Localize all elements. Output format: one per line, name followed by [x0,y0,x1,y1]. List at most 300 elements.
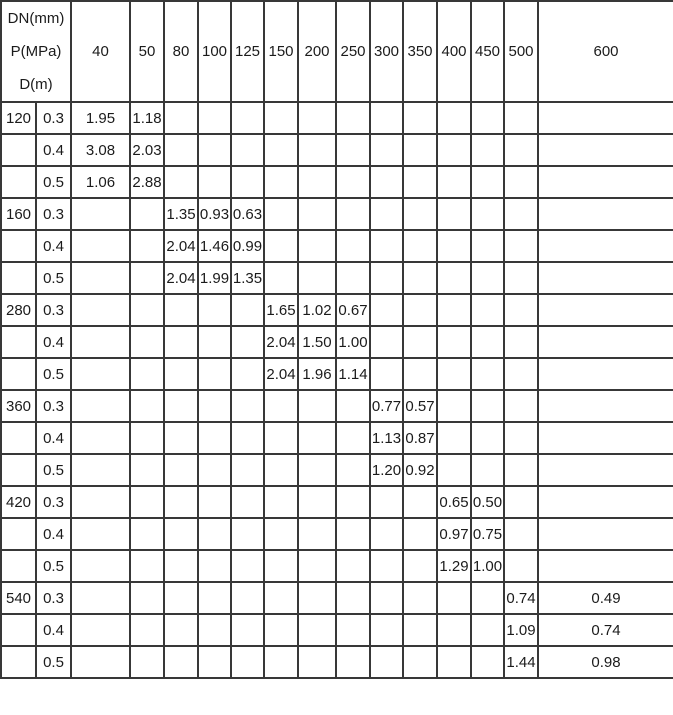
value-cell: 0.67 [336,294,370,326]
value-cell: 0.93 [198,198,231,230]
value-cell [264,550,298,582]
value-cell [370,550,403,582]
value-cell [504,422,538,454]
value-cell [71,646,130,678]
value-cell: 1.18 [130,102,164,134]
value-cell [71,326,130,358]
value-cell: 1.99 [198,262,231,294]
value-cell [437,262,471,294]
column-header-50: 50 [130,1,164,102]
value-cell: 1.00 [471,550,504,582]
value-cell [164,422,198,454]
value-cell [403,550,437,582]
value-cell [504,134,538,166]
value-cell [403,262,437,294]
corner-header-cell [1,1,71,102]
value-cell [403,358,437,390]
value-cell [164,518,198,550]
value-cell: 1.13 [370,422,403,454]
value-cell [130,422,164,454]
dn-label-cell: 360 [1,390,36,422]
value-cell: 1.44 [504,646,538,678]
dn-label-cell [1,358,36,390]
value-cell [71,582,130,614]
column-header-150: 150 [264,1,298,102]
value-cell [298,262,336,294]
value-cell [437,134,471,166]
value-cell [264,614,298,646]
value-cell [504,550,538,582]
value-cell [164,294,198,326]
value-cell [336,422,370,454]
value-cell [71,518,130,550]
value-cell: 1.65 [264,294,298,326]
dn-label-cell [1,518,36,550]
pressure-cell: 0.3 [36,582,71,614]
value-cell [130,294,164,326]
value-cell [231,134,264,166]
value-cell [264,198,298,230]
value-cell [130,390,164,422]
value-cell [198,614,231,646]
value-cell [231,646,264,678]
value-cell [538,358,673,390]
value-cell [471,454,504,486]
table-row [1,134,673,166]
value-cell [164,454,198,486]
dn-label-cell: 540 [1,582,36,614]
value-cell [298,518,336,550]
pressure-cell: 0.4 [36,422,71,454]
value-cell [164,134,198,166]
table-row [1,422,673,454]
table-row [1,454,673,486]
value-cell [336,582,370,614]
value-cell [264,166,298,198]
dn-label-cell [1,166,36,198]
value-cell [130,486,164,518]
value-cell: 2.04 [164,230,198,262]
value-cell: 0.99 [231,230,264,262]
value-cell [370,134,403,166]
value-cell [403,518,437,550]
value-cell [298,166,336,198]
value-cell [538,326,673,358]
value-cell: 1.95 [71,102,130,134]
value-cell: 0.63 [231,198,264,230]
table-row [1,166,673,198]
value-cell [471,134,504,166]
dn-label-cell [1,262,36,294]
value-cell: 0.74 [538,614,673,646]
column-header-450: 450 [471,1,504,102]
value-cell [370,582,403,614]
value-cell [231,294,264,326]
table-row [1,486,673,518]
pressure-cell: 0.3 [36,486,71,518]
column-header-350: 350 [403,1,437,102]
value-cell [198,550,231,582]
corner-label-d: D(m) [19,76,53,93]
dn-label-cell: 160 [1,198,36,230]
value-cell [504,230,538,262]
value-cell [538,198,673,230]
table-row [1,294,673,326]
value-cell [198,166,231,198]
value-cell [231,582,264,614]
value-cell [298,486,336,518]
value-cell [231,422,264,454]
value-cell: 0.65 [437,486,471,518]
value-cell [298,614,336,646]
dn-label-cell: 120 [1,102,36,134]
value-cell [130,518,164,550]
value-cell [231,358,264,390]
value-cell [471,358,504,390]
dn-label-cell [1,134,36,166]
dn-label-cell [1,326,36,358]
value-cell [504,454,538,486]
value-cell [264,230,298,262]
pressure-cell: 0.5 [36,358,71,390]
column-header-40: 40 [71,1,130,102]
value-cell [504,294,538,326]
dn-label-cell: 420 [1,486,36,518]
table-row [1,326,673,358]
value-cell [370,262,403,294]
value-cell [164,166,198,198]
value-cell [71,422,130,454]
value-cell [504,358,538,390]
value-cell [198,518,231,550]
value-cell: 2.04 [264,358,298,390]
value-cell [198,134,231,166]
value-cell [231,102,264,134]
value-cell [471,646,504,678]
value-cell [471,198,504,230]
value-cell [198,102,231,134]
column-header-300: 300 [370,1,403,102]
value-cell [370,102,403,134]
value-cell [130,614,164,646]
pressure-cell: 0.4 [36,326,71,358]
value-cell [336,614,370,646]
value-cell [471,102,504,134]
value-cell [264,102,298,134]
value-cell [130,582,164,614]
value-cell [198,294,231,326]
value-cell [231,614,264,646]
value-cell [403,326,437,358]
value-cell [298,230,336,262]
value-cell [298,454,336,486]
table-row [1,646,673,678]
pressure-cell: 0.5 [36,454,71,486]
value-cell [504,166,538,198]
pressure-cell: 0.5 [36,550,71,582]
value-cell: 1.46 [198,230,231,262]
value-cell: 3.08 [71,134,130,166]
column-header-500: 500 [504,1,538,102]
value-cell [403,102,437,134]
value-cell [71,262,130,294]
value-cell [370,486,403,518]
value-cell: 1.29 [437,550,471,582]
value-cell [130,646,164,678]
value-cell [71,294,130,326]
value-cell: 1.50 [298,326,336,358]
value-cell [370,358,403,390]
value-cell: 0.74 [504,582,538,614]
column-header-200: 200 [298,1,336,102]
value-cell [298,390,336,422]
value-cell [538,102,673,134]
value-cell [198,454,231,486]
pressure-cell: 0.3 [36,294,71,326]
value-cell [264,646,298,678]
value-cell: 1.96 [298,358,336,390]
value-cell [370,646,403,678]
value-cell: 1.35 [231,262,264,294]
value-cell [437,422,471,454]
value-cell [403,198,437,230]
pressure-cell: 0.4 [36,518,71,550]
value-cell [264,582,298,614]
value-cell [198,358,231,390]
value-cell: 0.98 [538,646,673,678]
value-cell [504,326,538,358]
value-cell [471,390,504,422]
value-cell [437,582,471,614]
value-cell [538,390,673,422]
value-cell [231,166,264,198]
column-header-125: 125 [231,1,264,102]
value-cell [538,294,673,326]
value-cell [198,582,231,614]
value-cell: 0.87 [403,422,437,454]
value-cell [231,550,264,582]
corner-label-dn: DN(mm) [7,10,65,27]
value-cell [471,582,504,614]
value-cell [336,134,370,166]
dn-label-cell [1,614,36,646]
value-cell [264,518,298,550]
pressure-cell: 0.4 [36,230,71,262]
value-cell [471,262,504,294]
value-cell [403,646,437,678]
value-cell [370,518,403,550]
value-cell [471,614,504,646]
value-cell: 0.92 [403,454,437,486]
value-cell [504,486,538,518]
value-cell [71,614,130,646]
table-row [1,358,673,390]
value-cell: 0.49 [538,582,673,614]
value-cell: 1.35 [164,198,198,230]
value-cell [71,550,130,582]
value-cell [403,614,437,646]
value-cell [471,230,504,262]
value-cell [231,518,264,550]
value-cell [198,646,231,678]
value-cell [298,422,336,454]
value-cell [437,166,471,198]
value-cell [198,422,231,454]
value-cell: 2.03 [130,134,164,166]
value-cell [336,166,370,198]
value-cell [71,230,130,262]
value-cell [403,134,437,166]
column-header-600: 600 [538,1,673,102]
value-cell [336,486,370,518]
value-cell [403,230,437,262]
value-cell: 1.06 [71,166,130,198]
value-cell [538,422,673,454]
value-cell [437,454,471,486]
value-cell [471,166,504,198]
column-header-80: 80 [164,1,198,102]
value-cell [71,358,130,390]
value-cell: 1.14 [336,358,370,390]
value-cell [130,198,164,230]
value-cell [71,390,130,422]
value-cell [471,326,504,358]
value-cell [130,230,164,262]
value-cell [504,198,538,230]
value-cell [298,102,336,134]
column-header-400: 400 [437,1,471,102]
table-row [1,550,673,582]
value-cell: 1.20 [370,454,403,486]
value-cell [130,326,164,358]
value-cell [198,486,231,518]
value-cell [231,454,264,486]
value-cell [298,198,336,230]
value-cell [504,262,538,294]
value-cell [264,262,298,294]
value-cell [231,390,264,422]
value-cell: 1.09 [504,614,538,646]
value-cell [538,454,673,486]
value-cell [538,230,673,262]
value-cell: 1.02 [298,294,336,326]
value-cell [437,390,471,422]
value-cell [538,550,673,582]
value-cell [471,294,504,326]
value-cell [538,134,673,166]
value-cell [471,422,504,454]
value-cell [164,486,198,518]
value-cell [504,102,538,134]
value-cell [336,646,370,678]
value-cell [437,326,471,358]
value-cell: 0.77 [370,390,403,422]
value-cell: 0.97 [437,518,471,550]
value-cell [130,454,164,486]
header-row [1,1,673,102]
dn-label-cell [1,454,36,486]
value-cell [264,454,298,486]
pressure-cell: 0.3 [36,198,71,230]
value-cell [403,294,437,326]
value-cell [164,550,198,582]
value-cell [130,550,164,582]
value-cell [130,358,164,390]
value-cell [437,646,471,678]
dn-label-cell [1,646,36,678]
value-cell [403,582,437,614]
value-cell [437,358,471,390]
value-cell [164,582,198,614]
table-row [1,262,673,294]
value-cell [264,134,298,166]
column-header-250: 250 [336,1,370,102]
value-cell [298,646,336,678]
value-cell [538,262,673,294]
value-cell [71,486,130,518]
value-cell [370,230,403,262]
value-cell [71,198,130,230]
pressure-cell: 0.3 [36,390,71,422]
value-cell [370,198,403,230]
table-row [1,390,673,422]
value-cell [231,326,264,358]
table-row [1,582,673,614]
value-cell [130,262,164,294]
value-cell [264,422,298,454]
value-cell [403,486,437,518]
value-cell: 0.75 [471,518,504,550]
value-cell [538,166,673,198]
value-cell: 0.57 [403,390,437,422]
value-cell: 2.04 [164,262,198,294]
value-cell: 2.04 [264,326,298,358]
pressure-cell: 0.3 [36,102,71,134]
value-cell [231,486,264,518]
value-cell [164,102,198,134]
value-cell [164,390,198,422]
pressure-cell: 0.4 [36,134,71,166]
value-cell [437,294,471,326]
value-cell [437,230,471,262]
value-cell [336,390,370,422]
value-cell [437,198,471,230]
value-cell: 2.88 [130,166,164,198]
value-cell [370,326,403,358]
value-cell [164,614,198,646]
value-cell [164,646,198,678]
value-cell [403,166,437,198]
value-cell [504,390,538,422]
value-cell [504,518,538,550]
pressure-cell: 0.5 [36,262,71,294]
value-cell [71,454,130,486]
value-cell [264,486,298,518]
value-cell [164,326,198,358]
value-cell [336,262,370,294]
value-cell [336,102,370,134]
value-cell [336,230,370,262]
table-row [1,198,673,230]
value-cell [437,102,471,134]
value-cell [198,390,231,422]
value-cell [437,614,471,646]
value-cell [336,518,370,550]
value-cell [298,134,336,166]
value-cell [370,166,403,198]
dn-label-cell [1,422,36,454]
value-cell [370,614,403,646]
